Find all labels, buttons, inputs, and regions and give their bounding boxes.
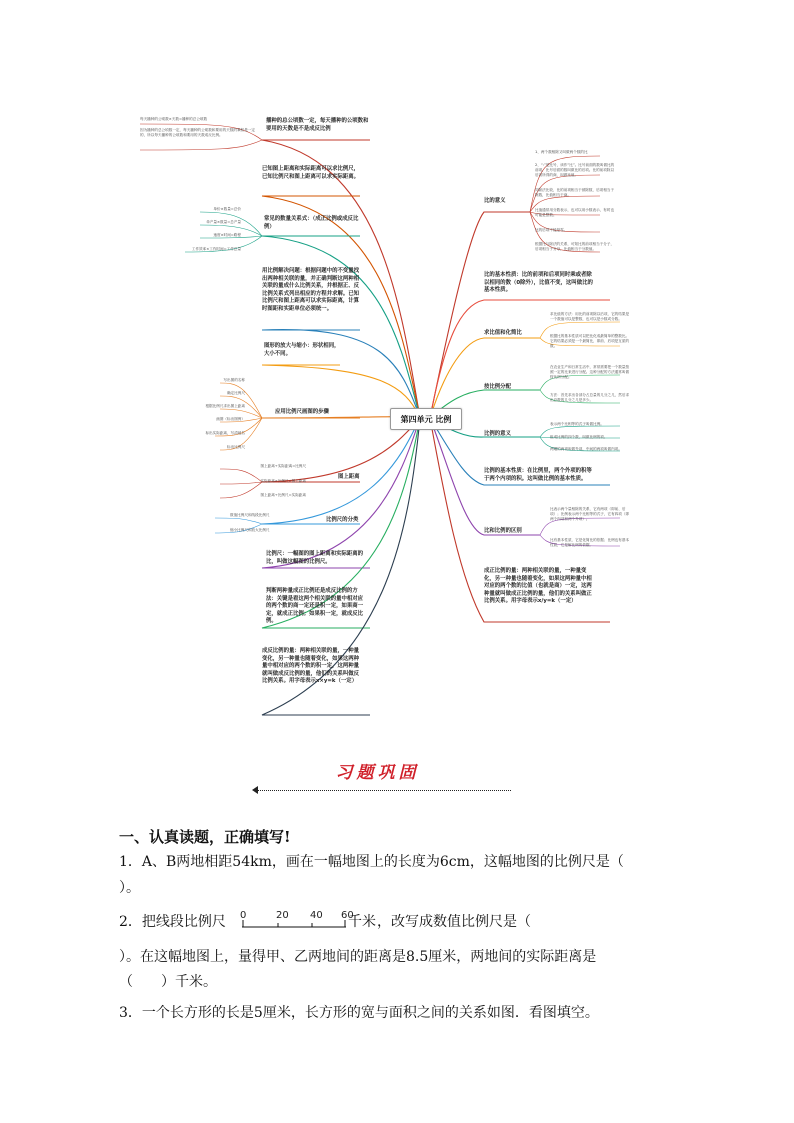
mind-leaf: 单价×数量=总价	[213, 207, 241, 211]
scale-unit: 千米	[348, 914, 376, 930]
mind-leaf: 确定比例尺	[227, 391, 245, 395]
mind-leaf: 数值比例尺和线段比例尺	[230, 513, 270, 517]
mind-node-left-9: 比例尺：一幅图的图上距离和实际距离的比，叫做这幅图的比例尺。	[266, 551, 364, 565]
scale-bar	[242, 920, 352, 928]
mind-leaf: 标出比例尺	[227, 445, 245, 449]
mind-sub: 组成比例的四个数，叫做比例的项。	[550, 435, 608, 439]
mind-sub: 比表示两个量相除的关系，它有两项（即前、后项）；比例表示两个比相等的式子，它有四项（即两个内项和两个外项）。	[550, 507, 630, 522]
mind-node-right-8: 成正比例的量：两种相关联的量，一种量变化，另一种量也随着变化，如果这两种量中相对应的两个数的比值（也就是商）一定，这两种量就叫做成正比例的量，他们的关系叫做正比例关系。用字母表示x/y=k（一定）	[484, 568, 592, 605]
mind-map-center: 第四单元 比例	[390, 408, 462, 430]
mind-leaf: 图上距离÷实际距离=比例尺	[260, 464, 306, 468]
mind-sub: 根据比与除法的关系，可知比的前项相当于分子，后项相当于分母，比值相当于分数值。	[535, 242, 615, 252]
question-1-line-2: ）。	[119, 880, 140, 896]
scale-label: 20	[276, 910, 289, 921]
mind-node-right-7: 比和比例的区别	[484, 528, 522, 534]
mind-leaf: 工作效率×工作时间=工作总量	[191, 247, 241, 251]
mind-sub: 1、两个数相除又叫做两个数的比	[535, 150, 588, 154]
dotted-divider	[256, 790, 511, 791]
line-scale	[240, 910, 360, 926]
mind-sub: 同除法比较，比的前项相当于被除数，后项相当于除数，比值相当于商。	[535, 188, 615, 198]
mind-node-left-1: 播种的总公顷数一定，每天播种的公顷数和要用的天数是不是成反比例	[266, 118, 369, 132]
mind-leaf: 每天播种的公顷数×天数=播种的总公顷数	[140, 117, 208, 121]
mind-leaf: 写出图的名称	[223, 378, 245, 382]
mind-node-left-6: 应用比例尺画图的步骤	[275, 409, 329, 415]
scale-label: 60	[341, 910, 354, 921]
mind-sub: 求比值的方法：用比的前项除以后项，它的结果是一个数值可以是整数，也可以是小数或分数。	[550, 312, 630, 322]
scale-label: 40	[310, 910, 323, 921]
question-2-suffix: ，改写成数值比例尺是（	[377, 914, 531, 930]
question-1-line-1: 1．A、B两地相距54km，画在一幅地图上的长度为6cm，这幅地图的比例尺是（	[119, 854, 624, 870]
mind-node-left-5: 图形的放大与缩小：形状相同，大小不同。	[264, 343, 340, 357]
mind-sub: 表示两个比相等的式子叫做比例。	[550, 422, 604, 426]
scale-label: 0	[240, 910, 247, 921]
mind-sub: 方法：首先求出各部分占总量的几分之几，然后求出总数的几分之几是多少。	[550, 393, 630, 403]
mind-leaf: 实际距离×比例尺=图上距离	[260, 479, 306, 483]
mind-leaf: 画图（标出图例）	[216, 417, 245, 421]
mind-node-right-2: 比的基本性质：比的前项和后项同时乘或者除以相同的数（0除外），比值不变，这叫做比的基本性质。	[484, 272, 593, 294]
mind-leaf: 缩小比例尺和放大比例尺	[230, 528, 270, 532]
mind-sub: 比有基本性质，它是化简比的依据；比例也有基本性质，它是解比例的依据。	[550, 538, 630, 548]
mind-node-right-5: 比例的意义	[484, 431, 511, 437]
mind-leaf: 因为播种的总公顷数一定，每天播种的公顷数和要用的天数的乘积是一定的，所以每天播种的公顷数和要用的天数成反比例。	[140, 128, 255, 137]
mind-node-left-10: 判断两种量成正比例还是成反比例的方法：关键是看这两个相关联的量中相对应的两个数的商一定还是积一定，如果商一定，就成正比例；如果积一定，就成反比例。	[266, 588, 364, 625]
mind-sub: 比值通常用分数表示，也可以用小数表示，有时也可能是整数。	[535, 208, 615, 218]
mind-node-right-3: 求比值和化简比	[484, 330, 522, 336]
mind-node-left-4: 用比例解决问题：根据问题中的不变量找出两种相关联的量，并正确判断这两种相关联的量成什么比例关系，并根据正、反比例关系式列出相应的方程并求解。已知比例尺和图上距离可以求实际距离，计算时图距和实距单位必须统一。	[262, 268, 360, 312]
mind-leaf: 单产量×数量=总产量	[206, 220, 241, 224]
mind-node-left-7: 图上距离	[338, 474, 360, 480]
mind-leaf: 图上距离÷比例尺=实际距离	[260, 493, 306, 497]
mind-leaf: 速度×时间=路程	[213, 233, 241, 237]
section-title: 习题巩固	[335, 763, 420, 783]
mind-sub: 在农业生产和日常生活中，常常需要把一个数量按照一定的比来进行分配。这种分配的方法通常叫做按比例分配。	[550, 365, 630, 380]
question-heading: 一、认真读题，正确填写!	[119, 828, 291, 846]
mind-node-left-2: 已知图上距离和实际距离可以求比例尺，已知比例尺和图上距离可以求实际距离。	[262, 166, 360, 180]
mind-sub: 两端的两项叫做外项，中间的两项叫做内项。	[550, 447, 622, 451]
mind-node-left-8: 比例尺的分类	[326, 517, 359, 523]
mind-node-right-6: 比例的基本性质：在比例里，两个外项的积等于两个内项的积。这叫做比例的基本性质。	[484, 468, 592, 482]
mind-sub: 比的后项不能是零。	[535, 228, 568, 232]
mind-leaf: 根据比例尺求出图上距离	[205, 404, 245, 408]
mind-sub: 2、“:”是比号，读作“比”。比号前面的数叫做比的前项，比号后面的数叫做比的后项。比的前项除以后项所得的商，叫做比值。	[535, 163, 615, 178]
mind-node-left-3: 常见的数量关系式：（成正比例或成反比例）	[264, 216, 359, 230]
question-2-prefix: 2．把线段比例尺	[119, 914, 226, 930]
mind-node-right-4: 按比例分配	[484, 384, 511, 390]
mind-node-right-1: 比的意义	[484, 198, 506, 204]
question-3: 3．一个长方形的长是5厘米，长方形的宽与面积之间的关系如图．看图填空。	[119, 1005, 599, 1021]
mind-leaf: 标出实际距离，写清地名	[205, 431, 245, 435]
branch-left-3	[262, 236, 420, 418]
mind-sub: 根据比的基本性质可以把比化成最简单的整数比。它的结果必须是一个最简比，即前、后项是互质的数。	[550, 334, 630, 349]
question-2-line-3: （ ）千米。	[119, 974, 217, 990]
mind-node-left-11: 成反比例的量：两种相关联的量，一种量变化，另一种量也随着变化，如果这两种量中相对应的两个数的积一定，这两种量就叫做成反比例的量，他们的关系叫做反比例关系。用字母表示x×y=k（一定）	[262, 648, 360, 685]
question-2-line-2: ）。在这幅地图上，量得甲、乙两地间的距离是8.5厘米，两地间的实际距离是	[119, 949, 597, 965]
